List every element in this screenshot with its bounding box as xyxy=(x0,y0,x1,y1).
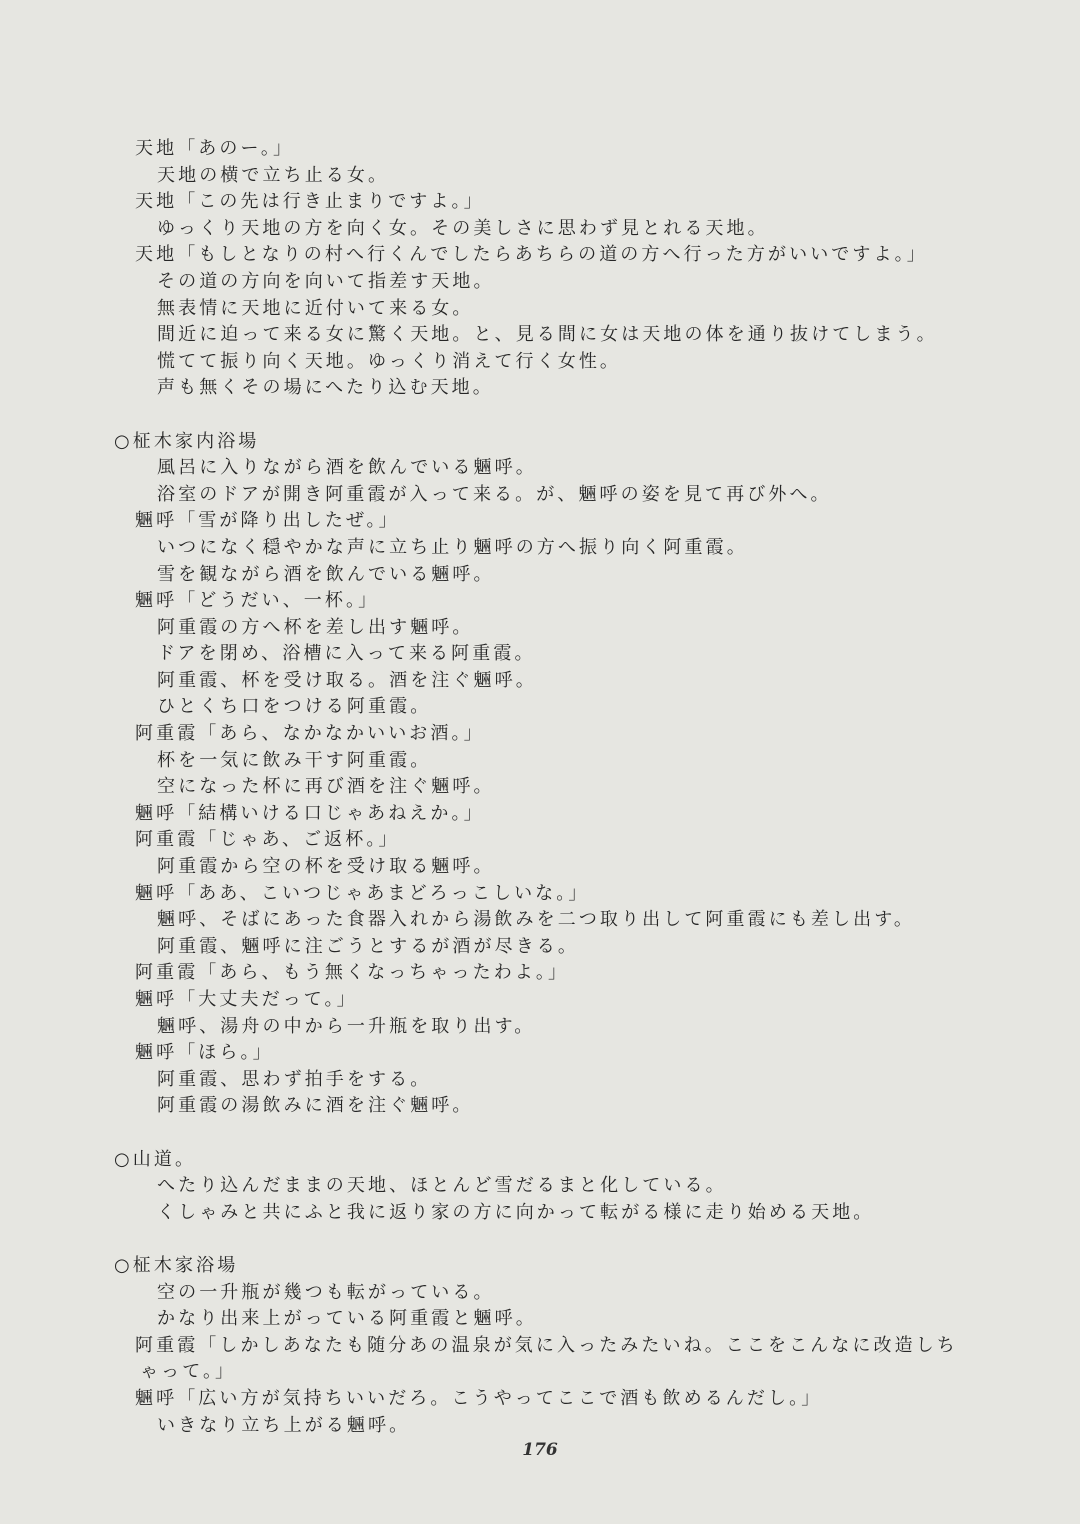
script-line-cont: ゃって。」 xyxy=(140,1361,237,1383)
script-line-dialogue: 魎呼「どうだい、一杯。」 xyxy=(135,590,380,612)
script-line-action: へたり込んだままの天地、ほとんど雪だるまと化している。 xyxy=(157,1175,727,1197)
script-line-dialogue: 天地「この先は行き止まりですよ。」 xyxy=(135,191,485,213)
script-line-dialogue: 阿重霞「しかしあなたも随分あの温泉が気に入ったみたいね。ここをこんなに改造しち xyxy=(135,1334,958,1356)
script-line-dialogue: 魎呼「雪が降り出したぜ。」 xyxy=(135,510,400,532)
script-line-action: その道の方向を向いて指差す天地。 xyxy=(157,270,495,292)
script-body xyxy=(0,136,1080,1439)
script-line-action: 間近に迫って来る女に驚く天地。と、見る間に女は天地の体を通り抜けてしまう。 xyxy=(157,324,938,346)
script-line-action: くしゃみと共にふと我に返り家の方に向かって転がる様に走り始める天地。 xyxy=(157,1201,875,1223)
script-line-dialogue: 阿重霞「あら、もう無くなっちゃったわよ。」 xyxy=(135,962,570,984)
script-line-scene: ○柾木家浴場 xyxy=(114,1254,239,1276)
script-line-action: 阿重霞から空の杯を受け取る魎呼。 xyxy=(157,856,495,878)
script-line-dialogue: 魎呼「大丈夫だって。」 xyxy=(135,989,358,1010)
script-line-action: 雪を観ながら酒を飲んでいる魎呼。 xyxy=(157,563,495,585)
script-line-action: 空の一升瓶が幾つも転がっている。 xyxy=(157,1281,495,1303)
script-line-action: 阿重霞の湯飲みに酒を注ぐ魎呼。 xyxy=(157,1095,474,1117)
script-line-dialogue: 天地「もしとなりの村へ行くんでしたらあちらの道の方へ行った方がいいですよ。」 xyxy=(135,244,928,266)
script-line-action: 阿重霞、杯を受け取る。酒を注ぐ魎呼。 xyxy=(157,669,537,691)
script-line-action: 浴室のドアが開き阿重霞が入って来る。が、魎呼の姿を見て再び外へ。 xyxy=(157,483,832,505)
script-line-action: 阿重霞の方へ杯を差し出す魎呼。 xyxy=(157,616,474,638)
script-line-action: 風呂に入りながら酒を飲んでいる魎呼。 xyxy=(157,457,537,479)
script-line-dialogue: 阿重霞「じゃあ、ご返杯。」 xyxy=(135,829,400,851)
page-number: 176 xyxy=(522,1440,558,1460)
script-line-dialogue: 天地「あのー。」 xyxy=(135,138,295,159)
script-line-action: ゆっくり天地の方を向く女。その美しさに思わず見とれる天地。 xyxy=(157,217,769,239)
script-line-scene: ○柾木家内浴場 xyxy=(114,430,260,452)
script-line-dialogue: 魎呼「ほら。」 xyxy=(135,1042,274,1064)
script-line-action: 魎呼、そばにあった食器入れから湯飲みを二つ取り出して阿重霞にも差し出す。 xyxy=(157,909,915,931)
script-line-action: いつになく穏やかな声に立ち止り魎呼の方へ振り向く阿重霞。 xyxy=(157,536,748,558)
script-line-action: 阿重霞、思わず拍手をする。 xyxy=(157,1068,432,1090)
script-line-action: 無表情に天地に近付いて来る女。 xyxy=(157,297,474,319)
script-line-action: ドアを閉め、浴槽に入って来る阿重霞。 xyxy=(157,643,536,665)
script-line-action: ひとくち口をつける阿重霞。 xyxy=(157,696,432,718)
script-line-action: 阿重霞、魎呼に注ごうとするが酒が尽きる。 xyxy=(157,935,579,957)
blank-line xyxy=(0,402,1080,429)
script-line-dialogue: 阿重霞「あら、なかなかいいお酒。」 xyxy=(135,723,485,745)
script-line-dialogue: 魎呼「結構いける口じゃあねえか。」 xyxy=(135,802,485,824)
script-line-action: 空になった杯に再び酒を注ぐ魎呼。 xyxy=(157,776,495,798)
script-line-action: 声も無くその場にへたり込む天地。 xyxy=(157,377,494,399)
script-line-dialogue: 魎呼「広い方が気持ちいいだろ。こうやってここで酒も飲めるんだし。」 xyxy=(135,1387,823,1409)
script-line-scene: ○山道。 xyxy=(114,1148,197,1170)
script-line-action: いきなり立ち上がる魎呼。 xyxy=(157,1414,411,1436)
script-line-dialogue: 魎呼「ああ、こいつじゃあまどろっこしいな。」 xyxy=(135,882,590,904)
blank-line xyxy=(0,1226,1080,1253)
script-line-action: 天地の横で立ち止る女。 xyxy=(157,164,390,186)
blank-line xyxy=(0,1120,1080,1147)
script-line-action: 杯を一気に飲み干す阿重霞。 xyxy=(157,749,432,771)
script-line-action: 魎呼、湯舟の中から一升瓶を取り出す。 xyxy=(157,1015,536,1037)
script-line-action: かなり出来上がっている阿重霞と魎呼。 xyxy=(157,1308,537,1330)
script-line-action: 慌てて振り向く天地。ゆっくり消えて行く女性。 xyxy=(157,350,622,372)
